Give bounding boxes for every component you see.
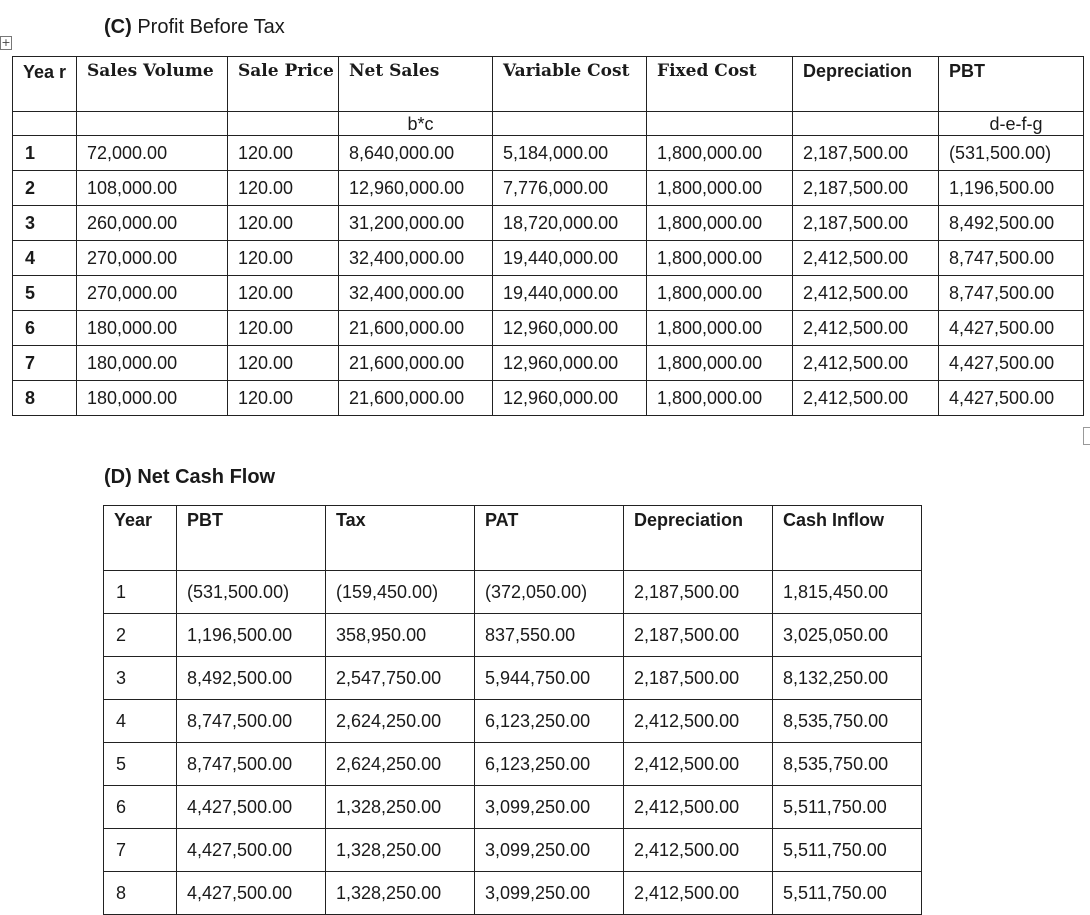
year-cell: 6 <box>104 786 177 829</box>
value-cell: 1,800,000.00 <box>647 381 793 416</box>
col-header-depreciation: Depreciation <box>624 506 773 571</box>
value-cell: 1,328,250.00 <box>326 786 475 829</box>
col-header-year: Yea r <box>13 57 77 112</box>
value-cell: 21,600,000.00 <box>339 311 493 346</box>
col-header-sale-price: Sale Price <box>228 57 339 112</box>
value-cell: 6,123,250.00 <box>475 743 624 786</box>
table-row <box>13 381 1084 416</box>
value-cell: 19,440,000.00 <box>493 241 647 276</box>
value-cell: 8,492,500.00 <box>939 206 1084 241</box>
table-row <box>104 743 922 786</box>
value-cell: 4,427,500.00 <box>939 381 1084 416</box>
formula-net-sales: b*c <box>339 112 493 136</box>
formula-pbt: d-e-f-g <box>939 112 1084 136</box>
value-cell: 180,000.00 <box>77 381 228 416</box>
section-c-letter: (C) <box>104 16 132 38</box>
value-cell: 4,427,500.00 <box>939 311 1084 346</box>
col-header-pat: PAT <box>475 506 624 571</box>
value-cell: 2,624,250.00 <box>326 700 475 743</box>
year-cell: 3 <box>104 657 177 700</box>
value-cell: 19,440,000.00 <box>493 276 647 311</box>
net-cash-flow-table <box>103 505 922 915</box>
col-header-sales-volume: Sales Volume <box>77 57 228 112</box>
value-cell: 2,412,500.00 <box>624 829 773 872</box>
value-cell: 8,747,500.00 <box>939 241 1084 276</box>
value-cell: 8,535,750.00 <box>773 700 922 743</box>
col-header-variable-cost: Variable Cost <box>493 57 647 112</box>
value-cell: 270,000.00 <box>77 241 228 276</box>
value-cell: 21,600,000.00 <box>339 346 493 381</box>
section-c-title <box>104 16 285 39</box>
value-cell: 5,184,000.00 <box>493 136 647 171</box>
value-cell: 180,000.00 <box>77 311 228 346</box>
value-cell: 4,427,500.00 <box>177 786 326 829</box>
value-cell: 2,187,500.00 <box>624 571 773 614</box>
table-row <box>13 136 1084 171</box>
year-cell: 2 <box>104 614 177 657</box>
value-cell: 5,944,750.00 <box>475 657 624 700</box>
year-cell: 7 <box>13 346 77 381</box>
year-cell: 5 <box>104 743 177 786</box>
year-cell: 2 <box>13 171 77 206</box>
profit-before-tax-table <box>12 56 1084 416</box>
value-cell: 2,547,750.00 <box>326 657 475 700</box>
year-cell: 4 <box>13 241 77 276</box>
col-header-cash-inflow: Cash Inflow <box>773 506 922 571</box>
value-cell: 8,640,000.00 <box>339 136 493 171</box>
table-row <box>104 614 922 657</box>
table-row <box>104 872 922 915</box>
year-cell: 1 <box>13 136 77 171</box>
value-cell: 12,960,000.00 <box>339 171 493 206</box>
value-cell: 108,000.00 <box>77 171 228 206</box>
year-cell: 8 <box>13 381 77 416</box>
value-cell: 120.00 <box>228 276 339 311</box>
value-cell: 1,815,450.00 <box>773 571 922 614</box>
section-d-title: (D) Net Cash Flow <box>104 466 276 488</box>
value-cell: 5,511,750.00 <box>773 786 922 829</box>
year-cell: 7 <box>104 829 177 872</box>
value-cell: 2,412,500.00 <box>624 743 773 786</box>
value-cell: 2,187,500.00 <box>793 171 939 206</box>
value-cell: 8,747,500.00 <box>939 276 1084 311</box>
year-cell: 6 <box>13 311 77 346</box>
col-header-net-sales: Net Sales <box>339 57 493 112</box>
year-cell: 8 <box>104 872 177 915</box>
value-cell: 5,511,750.00 <box>773 829 922 872</box>
value-cell: 3,025,050.00 <box>773 614 922 657</box>
col-header-tax: Tax <box>326 506 475 571</box>
value-cell: 2,412,500.00 <box>624 872 773 915</box>
value-cell: 6,123,250.00 <box>475 700 624 743</box>
table-row <box>104 786 922 829</box>
year-cell: 1 <box>104 571 177 614</box>
table-move-handle-icon[interactable]: + <box>1 36 11 49</box>
value-cell: 1,800,000.00 <box>647 311 793 346</box>
col-header-depreciation: Depreciation <box>793 57 939 112</box>
value-cell: 120.00 <box>228 311 339 346</box>
value-cell: 31,200,000.00 <box>339 206 493 241</box>
value-cell: 1,800,000.00 <box>647 171 793 206</box>
value-cell: 3,099,250.00 <box>475 829 624 872</box>
value-cell: 2,412,500.00 <box>793 276 939 311</box>
value-cell: 3,099,250.00 <box>475 786 624 829</box>
value-cell: 8,132,250.00 <box>773 657 922 700</box>
value-cell: 1,800,000.00 <box>647 136 793 171</box>
value-cell: 8,535,750.00 <box>773 743 922 786</box>
section-c-title-text: Profit Before Tax <box>137 16 285 38</box>
value-cell: 1,800,000.00 <box>647 346 793 381</box>
value-cell: 120.00 <box>228 381 339 416</box>
col-header-fixed-cost: Fixed Cost <box>647 57 793 112</box>
value-cell: 18,720,000.00 <box>493 206 647 241</box>
table-row <box>104 700 922 743</box>
value-cell: 2,412,500.00 <box>624 700 773 743</box>
value-cell: 5,511,750.00 <box>773 872 922 915</box>
value-cell: 837,550.00 <box>475 614 624 657</box>
table-header-row <box>104 506 922 571</box>
value-cell: 1,800,000.00 <box>647 206 793 241</box>
value-cell: 1,196,500.00 <box>939 171 1084 206</box>
year-cell: 3 <box>13 206 77 241</box>
value-cell: 1,800,000.00 <box>647 276 793 311</box>
value-cell: 12,960,000.00 <box>493 311 647 346</box>
text-cursor-mark <box>1083 427 1090 445</box>
table-row <box>13 206 1084 241</box>
table-row <box>104 829 922 872</box>
table-row <box>13 241 1084 276</box>
table-row <box>104 571 922 614</box>
value-cell: (531,500.00) <box>939 136 1084 171</box>
value-cell: 2,412,500.00 <box>793 381 939 416</box>
value-cell: 1,328,250.00 <box>326 829 475 872</box>
value-cell: 2,412,500.00 <box>624 786 773 829</box>
value-cell: 2,187,500.00 <box>624 614 773 657</box>
value-cell: 12,960,000.00 <box>493 346 647 381</box>
table-header-row <box>13 57 1084 112</box>
year-cell: 5 <box>13 276 77 311</box>
col-header-year: Year <box>104 506 177 571</box>
value-cell: 180,000.00 <box>77 346 228 381</box>
value-cell: 2,412,500.00 <box>793 346 939 381</box>
value-cell: 4,427,500.00 <box>177 872 326 915</box>
value-cell: 120.00 <box>228 171 339 206</box>
table-row <box>13 171 1084 206</box>
value-cell: (531,500.00) <box>177 571 326 614</box>
col-header-pbt: PBT <box>939 57 1084 112</box>
year-cell: 4 <box>104 700 177 743</box>
value-cell: 8,747,500.00 <box>177 700 326 743</box>
value-cell: 270,000.00 <box>77 276 228 311</box>
value-cell: 120.00 <box>228 346 339 381</box>
value-cell: 120.00 <box>228 136 339 171</box>
value-cell: 2,412,500.00 <box>793 311 939 346</box>
formula-row <box>13 112 1084 136</box>
value-cell: 3,099,250.00 <box>475 872 624 915</box>
table-row <box>104 657 922 700</box>
value-cell: 32,400,000.00 <box>339 241 493 276</box>
value-cell: 2,624,250.00 <box>326 743 475 786</box>
value-cell: 2,187,500.00 <box>793 206 939 241</box>
value-cell: 1,800,000.00 <box>647 241 793 276</box>
value-cell: 72,000.00 <box>77 136 228 171</box>
table-row <box>13 346 1084 381</box>
value-cell: 7,776,000.00 <box>493 171 647 206</box>
value-cell: 120.00 <box>228 241 339 276</box>
value-cell: 32,400,000.00 <box>339 276 493 311</box>
value-cell: 2,187,500.00 <box>793 136 939 171</box>
col-header-pbt: PBT <box>177 506 326 571</box>
value-cell: 21,600,000.00 <box>339 381 493 416</box>
value-cell: 120.00 <box>228 206 339 241</box>
table-row <box>13 276 1084 311</box>
value-cell: 8,747,500.00 <box>177 743 326 786</box>
value-cell: 1,196,500.00 <box>177 614 326 657</box>
value-cell: (372,050.00) <box>475 571 624 614</box>
value-cell: 1,328,250.00 <box>326 872 475 915</box>
value-cell: 4,427,500.00 <box>939 346 1084 381</box>
value-cell: 8,492,500.00 <box>177 657 326 700</box>
value-cell: 12,960,000.00 <box>493 381 647 416</box>
value-cell: 2,412,500.00 <box>793 241 939 276</box>
value-cell: (159,450.00) <box>326 571 475 614</box>
value-cell: 2,187,500.00 <box>624 657 773 700</box>
value-cell: 260,000.00 <box>77 206 228 241</box>
value-cell: 358,950.00 <box>326 614 475 657</box>
value-cell: 4,427,500.00 <box>177 829 326 872</box>
table-row <box>13 311 1084 346</box>
